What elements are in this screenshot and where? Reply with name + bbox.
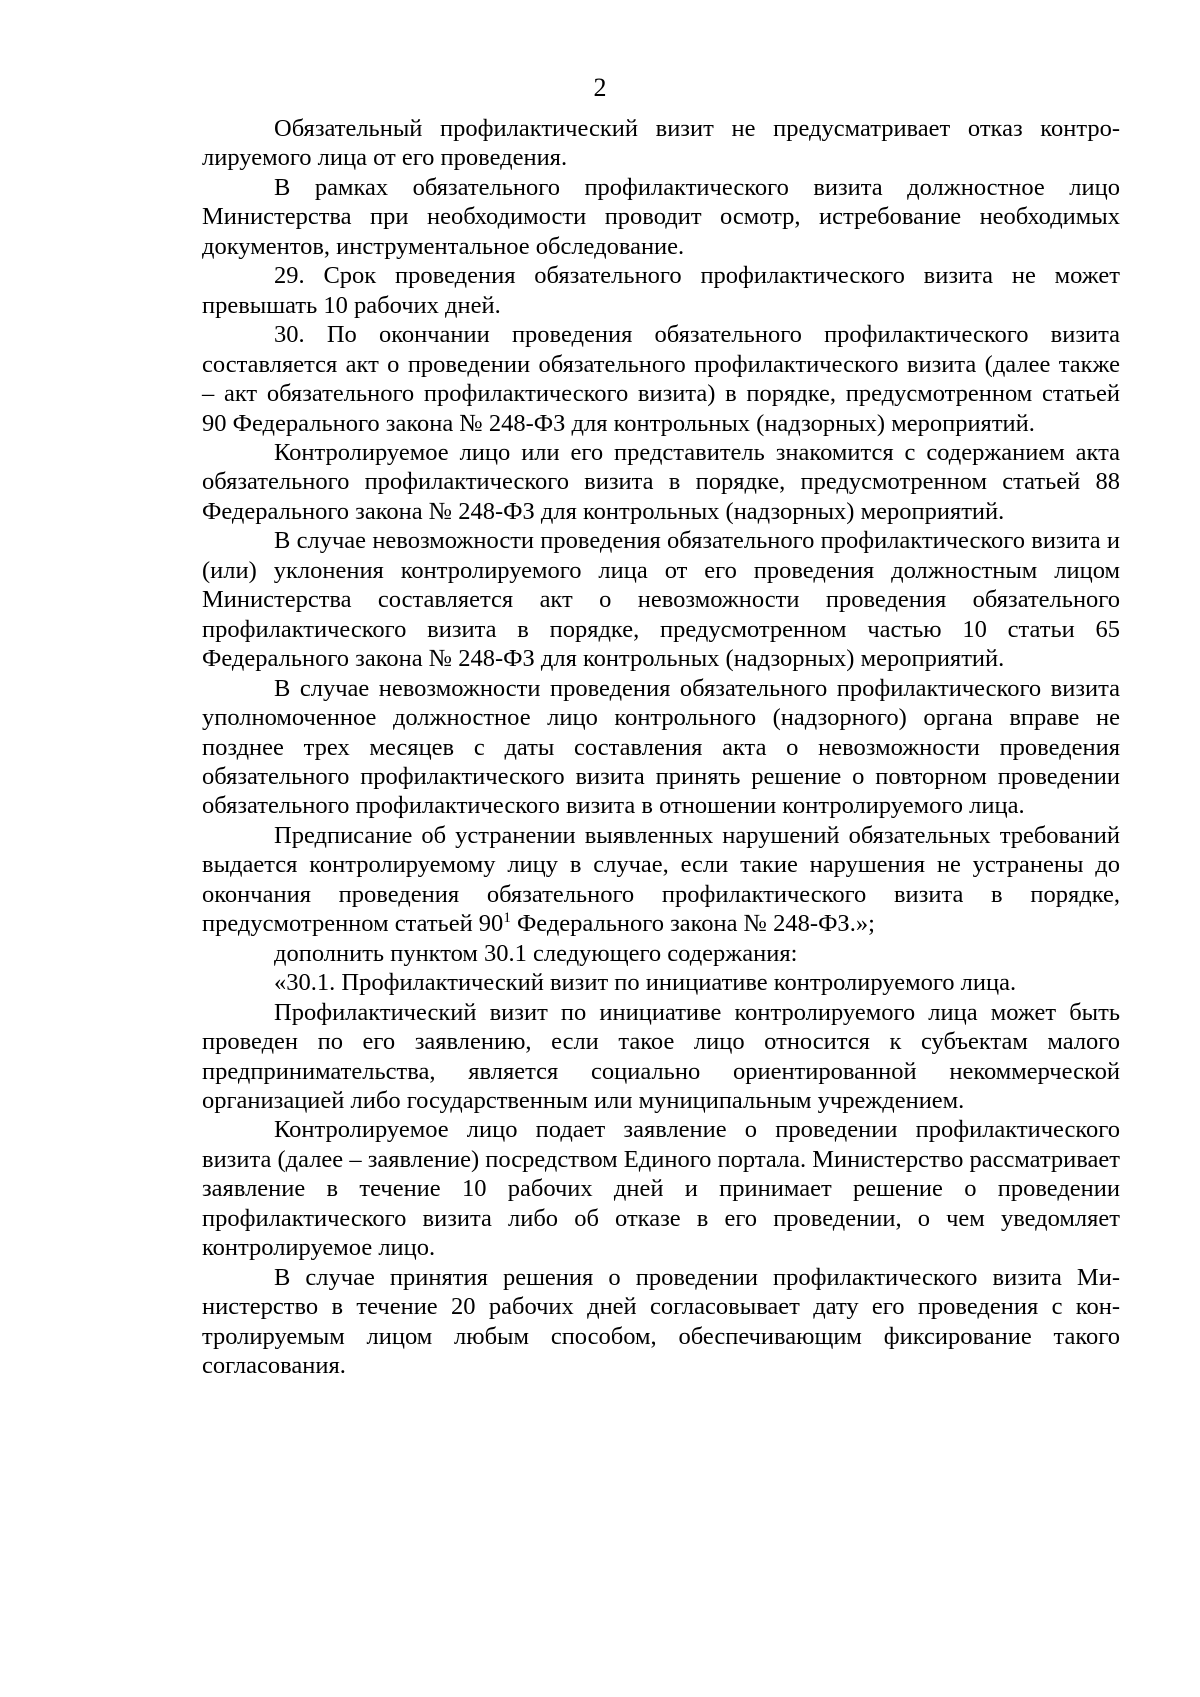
paragraph: Профилактический визит по инициативе контролируемого лица может быть проведен по его заявлению, если такое лицо относится к субъектам малого предпринимательства, является социально ориентированной некоммерческой организацией либо государственным или муниципальным учреждением. <box>202 998 1120 1114</box>
paragraph: В случае невозможности проведения обязательного профилактического визита уполномоченное должностное лицо контрольного (надзорного) органа вправе не позднее трех месяцев с даты составления акта о невозможности проведения обязательного профилактического визита принять решение о повторном проведении обязательного профилактического визита в отношении контролируемого лица. <box>202 674 1120 820</box>
superscript: 1 <box>503 910 511 927</box>
paragraph: Обязательный профилактический визит не предусматривает отказ контролируемого лица от его проведения. <box>202 115 1120 172</box>
paragraph: В рамках обязательного профилактического визита должностное лицо Министерства при необходимости проводит осмотр, истребование необходимых документов, инструментальное обследование. <box>202 173 1120 260</box>
paragraph-with-footnote <box>202 821 1120 939</box>
paragraph: Контролируемое лицо или его представитель знакомится с содержанием акта обязательного профилактического визита в порядке, предусмотренном статьей 88 Федерального закона № 248-ФЗ для контрольных (надзорных) мероприятий. <box>202 438 1120 525</box>
page-number: 2 <box>593 73 607 102</box>
paragraph: Контролируемое лицо подает заявление о проведении профилактического визита (далее – заявление) посредством Единого портала. Министерство рассматривает заявление в течение 10 рабочих дней и принимает решение о проведении профилактического визита либо об отказе в его проведении, о чем уведомляет контролируемое лицо. <box>202 1116 1120 1262</box>
paragraph-text: Предписание об устранении выявленных нарушений обязательных требований выдается контролируемому лицу в случае, если такие нарушения не устранены до окончания проведения обязательного профилактического визита в порядке, предусмотренном статьей 90 <box>202 821 1120 938</box>
document-body <box>202 114 1120 1380</box>
paragraph: «30.1. Профилактический визит по инициативе контролируемого лица. <box>274 969 1017 997</box>
paragraph-text: Федерального закона № 248-ФЗ.»; <box>510 910 875 938</box>
paragraph: В случае невозможности проведения обязательного профилактического визита и (или) уклонения контролируемого лица от его проведения должностным лицом Министерства составляется акт о невозможности проведения обязательного профилактического визита в порядке, предусмотренном частью 10 статьи 65 Федерального закона № 248-ФЗ для контрольных (надзорных) мероприятий. <box>202 527 1120 673</box>
paragraph: В случае принятия решения о проведении профилактического визита Министерство в течение 20 рабочих дней согласовывает дату его проведения с контролируемым лицом любым способом, обеспечивающим фиксирование такого согласования. <box>202 1263 1120 1380</box>
paragraph: 30. По окончании проведения обязательного профилактического визита составляется акт о проведении обязательного профилактического визита (далее также – акт обязательного профилактического визита) в порядке, предусмотренном статьей 90 Федерального закона № 248-ФЗ для контрольных (надзорных) мероприятий. <box>202 321 1120 437</box>
paragraph: дополнить пунктом 30.1 следующего содержания: <box>274 939 798 967</box>
paragraph: 29. Срок проведения обязательного профилактического визита не может превышать 10 рабочих дней. <box>202 262 1120 319</box>
